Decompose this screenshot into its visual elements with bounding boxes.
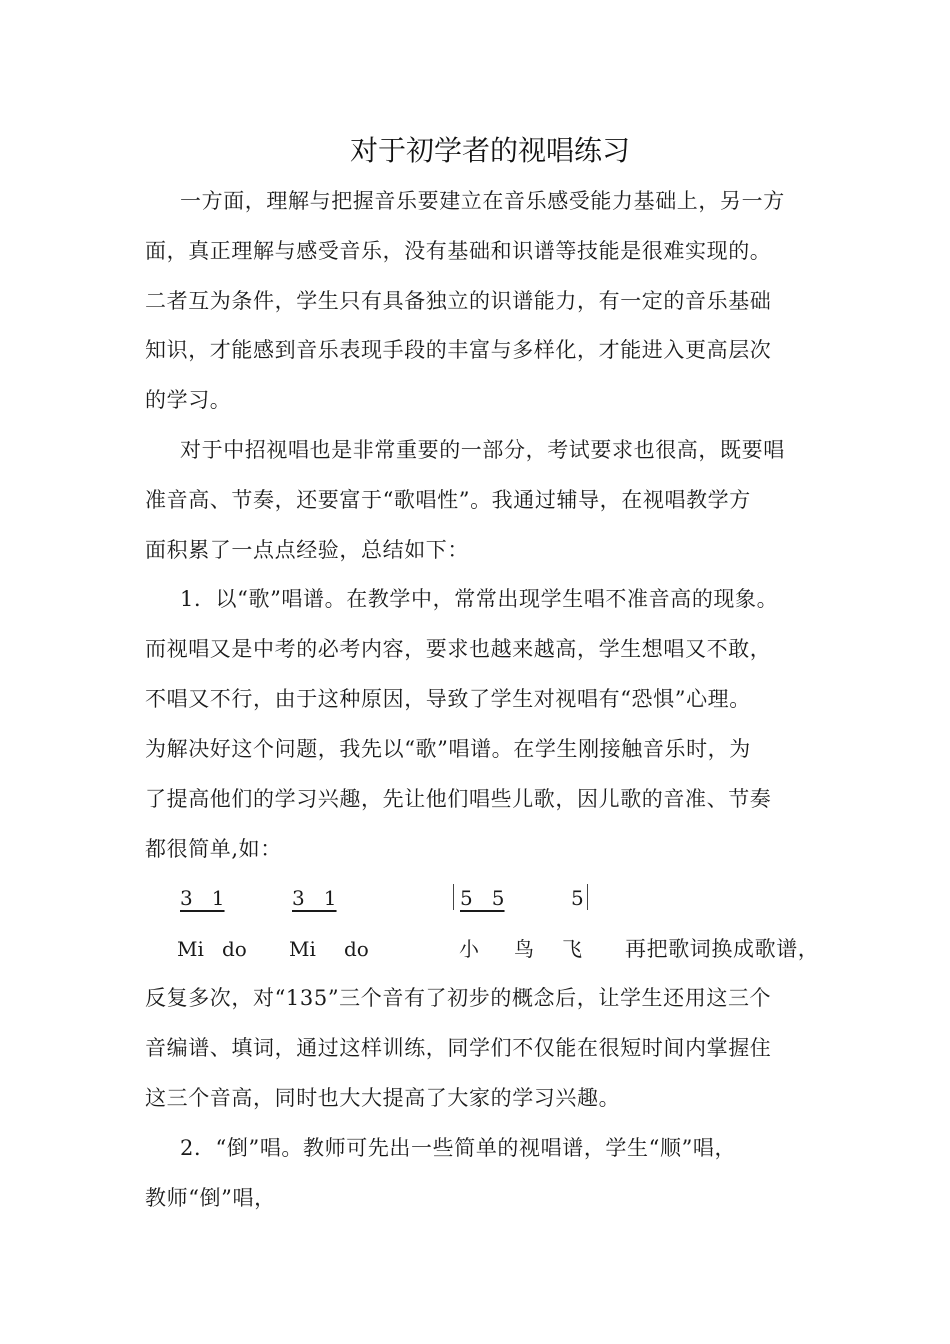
document-title: 对于初学者的视唱练习 (349, 134, 630, 167)
paragraph-line: 反复多次，对“135”三个音有了初步的概念后，让学生还用这三个 (145, 986, 772, 1010)
bar-line (453, 884, 454, 910)
lyric-syllable: do (344, 937, 369, 961)
paragraph-line: 都很简单,如： (145, 837, 282, 861)
paragraph-line: 2．“倒”唱。教师可先出一些简单的视唱谱，学生“顺”唱， (180, 1136, 737, 1160)
notation-note: 5 (571, 886, 584, 910)
paragraph-line: 准音高、节奏，还要富于“歌唱性”。我通过辅导，在视唱教学方 (145, 488, 751, 512)
paragraph-line: 这三个音高，同时也大大提高了大家的学习兴趣。 (145, 1086, 621, 1110)
paragraph-line: 的学习。 (145, 388, 232, 412)
paragraph-line: 1．以“歌”唱谱。在教学中，常常出现学生唱不准音高的现象。 (180, 587, 779, 611)
paragraph-line: 而视唱又是中考的必考内容，要求也越来越高，学生想唱又不敢， (145, 637, 772, 661)
lyric-syllable: 飞 (562, 937, 582, 961)
paragraph-line: 再把歌词换成歌谱， (625, 937, 820, 961)
notation-group: 3 1 (292, 886, 337, 910)
paragraph-line: 音编谱、填词，通过这样训练，同学们不仅能在很短时间内掌握住 (145, 1036, 772, 1060)
paragraph-line: 面积累了一点点经验，总结如下： (145, 538, 469, 562)
paragraph-line: 教师“倒”唱， (145, 1186, 276, 1210)
paragraph-line: 一方面，理解与把握音乐要建立在音乐感受能力基础上，另一方 (180, 189, 785, 213)
paragraph-line: 面，真正理解与感受音乐，没有基础和识谱等技能是很难实现的。 (145, 239, 772, 263)
lyric-syllable: 鸟 (514, 937, 534, 961)
lyric-syllable: do (222, 937, 247, 961)
lyric-syllable: Mi (177, 937, 204, 961)
paragraph-line: 二者互为条件，学生只有具备独立的识谱能力，有一定的音乐基础 (145, 289, 772, 313)
paragraph-line: 了提高他们的学习兴趣，先让他们唱些儿歌，因儿歌的音准、节奏 (145, 787, 772, 811)
paragraph-line: 知识，才能感到音乐表现手段的丰富与多样化，才能进入更高层次 (145, 338, 772, 362)
notation-group: 5 5 (460, 886, 505, 910)
paragraph-line: 对于中招视唱也是非常重要的一部分，考试要求也很高，既要唱 (180, 438, 785, 462)
paragraph-line: 不唱又不行，由于这种原因，导致了学生对视唱有“恐惧”心理。 (145, 687, 751, 711)
lyric-syllable: Mi (289, 937, 316, 961)
bar-line (587, 884, 588, 910)
lyric-syllable: 小 (459, 937, 479, 961)
notation-group: 3 1 (180, 886, 225, 910)
paragraph-line: 为解决好这个问题，我先以“歌”唱谱。在学生刚接触音乐时，为 (145, 737, 751, 761)
